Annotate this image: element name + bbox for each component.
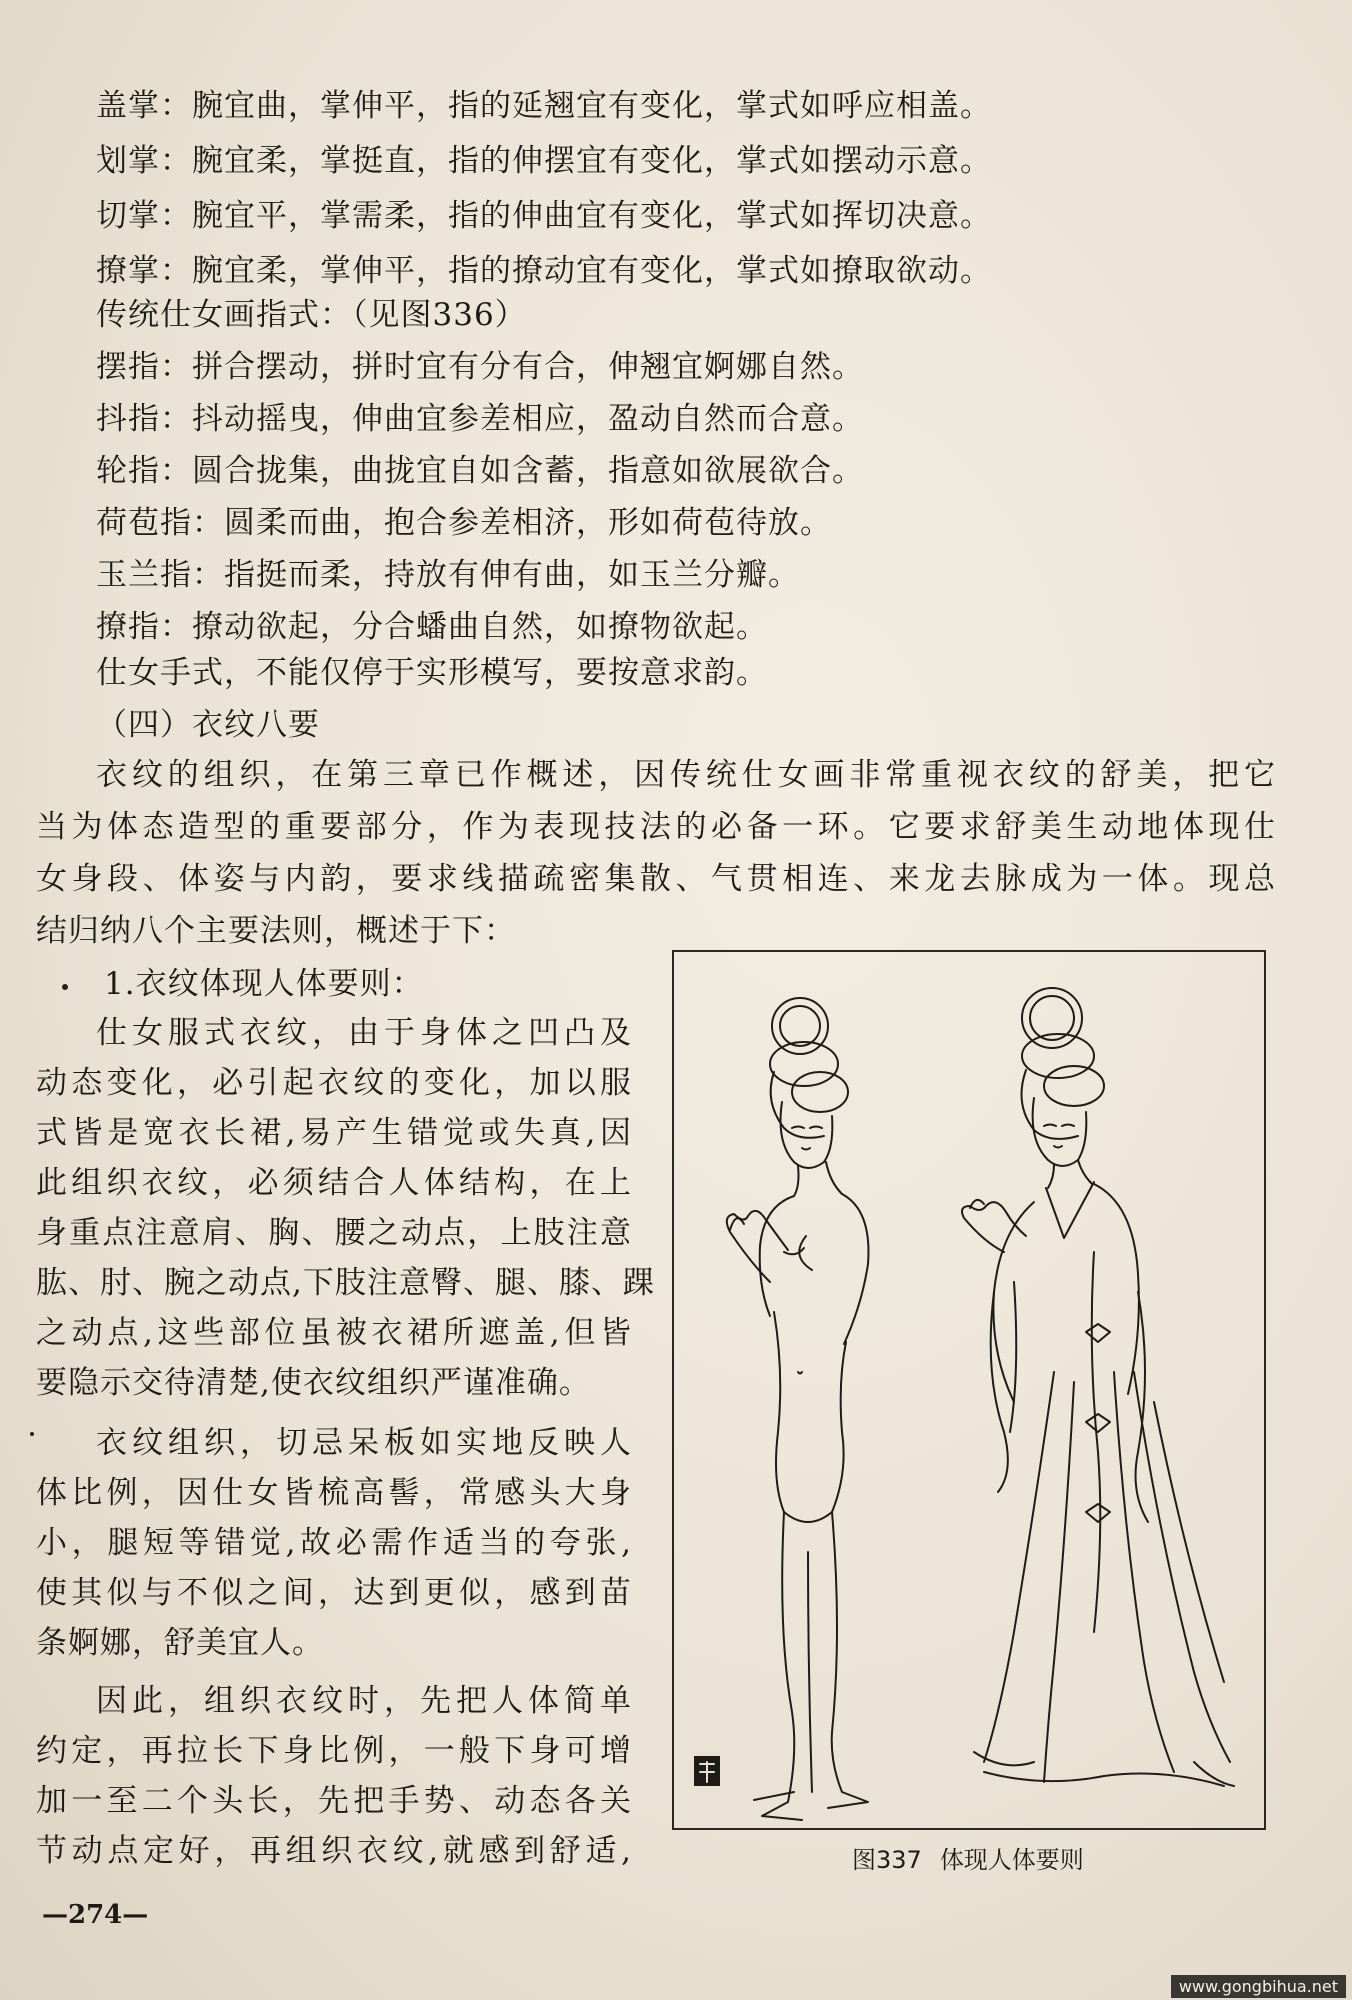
figure-caption [852,1845,1102,1875]
paragraph-line: 小，腿短等错觉,故必需作适当的夸张, [36,1525,632,1561]
text-line: 撩指：撩动欲起，分合蟠曲自然，如撩物欲起。 [96,609,768,645]
text-line: 荷苞指：圆柔而曲，抱合参差相济，形如荷苞待放。 [96,505,832,541]
text-line: 抖指：抖动摇曳，伸曲宜参差相应，盈动自然而合意。 [96,401,864,437]
text-line: 传统仕女画指式：（见图336） [96,297,527,333]
paragraph-line: 肱、肘、腕之动点,下肢注意臀、腿、膝、踝 [36,1265,655,1301]
stray-mark [30,1432,34,1436]
paragraph-line: 当为体态造型的重要部分，作为表现技法的必备一环。它要求舒美生动地体现仕 [36,809,1276,845]
paragraph-line: 女身段、体姿与内韵，要求线描疏密集散、气贯相连、来龙去脉成为一体。现总 [36,861,1276,897]
text-line: 轮指：圆合拢集，曲拢宜自如含蓄，指意如欲展欲合。 [96,453,864,489]
page-number: —274— [42,1900,149,1930]
paragraph-line: 此组织衣纹，必须结合人体结构，在上 [36,1165,632,1201]
text-line: 玉兰指：指挺而柔，持放有伸有曲，如玉兰分瓣。 [96,557,800,593]
paragraph-line: 因此，组织衣纹时，先把人体简单 [96,1683,632,1719]
paragraph-line: 身重点注意肩、胸、腰之动点，上肢注意 [36,1215,632,1251]
text-line: 仕女手式，不能仅停于实形模写，要按意求韵。 [96,655,768,691]
artist-seal-icon [694,1756,720,1786]
paragraph-line: 之动点,这些部位虽被衣裙所遮盖,但皆 [36,1315,632,1351]
paragraph-line: 动态变化，必引起衣纹的变化，加以服 [36,1065,632,1101]
paragraph-line: 衣纹组织，切忌呆板如实地反映人 [96,1425,632,1461]
paragraph-line: 约定，再拉长下身比例，一般下身可增 [36,1733,632,1769]
paragraph-line: 节动点定好，再组织衣纹,就感到舒适, [36,1833,632,1869]
text-line: 切掌：腕宜平，掌需柔，指的伸曲宜有变化，掌式如挥切决意。 [96,198,992,234]
paragraph-line: 衣纹的组织，在第三章已作概述，因传统仕女画非常重视衣纹的舒美，把它 [96,757,1276,793]
text-line: 撩掌：腕宜柔，掌伸平，指的撩动宜有变化，掌式如撩取欲动。 [96,253,992,289]
figure-title: 体现人体要则 [939,1846,1084,1874]
text-line: 盖掌：腕宜曲，掌伸平，指的延翘宜有变化，掌式如呼应相盖。 [96,88,992,124]
paragraph-line: 使其似与不似之间，达到更似，感到苗 [36,1575,632,1611]
paragraph-line: 体比例，因仕女皆梳高髻，常感头大身 [36,1475,632,1511]
figure-number: 图337 [852,1846,922,1874]
paragraph-line: 结归纳八个主要法则，概述于下： [36,913,516,949]
site-watermark: www.gongbihua.net [1171,1975,1346,1998]
text-line: 划掌：腕宜柔，掌挺直，指的伸摆宜有变化，掌式如摆动示意。 [96,143,992,179]
paragraph-line: 要隐示交待清楚,使衣纹组织严谨准确。 [36,1365,591,1401]
figure-337-illustration [672,950,1266,1830]
clothed-lady-figure-drawing [962,988,1234,1786]
paragraph-line: 加一至二个头长，先把手势、动态各关 [36,1783,632,1819]
text-line: 摆指：拼合摆动，拼时宜有分有合，伸翘宜婀娜自然。 [96,349,864,385]
paragraph-line: 仕女服式衣纹，由于身体之凹凸及 [96,1015,632,1051]
paragraph-line: 式皆是宽衣长裙,易产生错觉或失真,因 [36,1115,632,1151]
paragraph-line: 条婀娜，舒美宜人。 [36,1625,324,1661]
section-heading: 1.衣纹体现人体要则： [104,966,424,1002]
section-subheading: （四）衣纹八要 [96,707,320,743]
stray-mark [62,984,68,990]
line-drawing [674,952,1264,1828]
nude-figure-drawing [727,998,869,1820]
